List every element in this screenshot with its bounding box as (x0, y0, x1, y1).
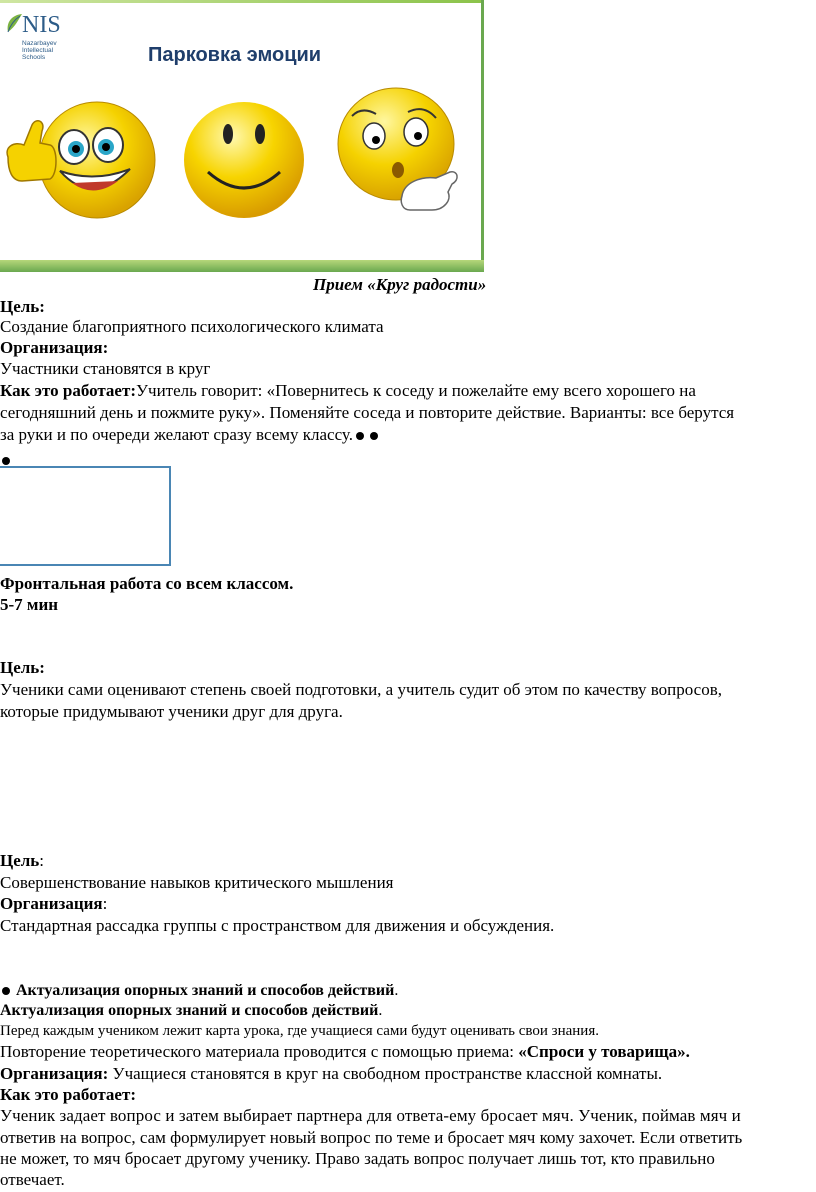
bullet-dot-icon (356, 432, 364, 440)
how-2-text-2: ответив на вопрос, сам формулирует новый вопрос по теме и бросает мяч кому захочет. Если ответить (0, 1128, 743, 1147)
slide-bottom-border (0, 260, 484, 272)
org-4-label: Организация: (0, 1064, 109, 1083)
how-2-text-3: не может, то мяч бросает другому ученику. Право задать вопрос получает лишь тот, кто правильно (0, 1149, 715, 1168)
frontal-work-text: Фронтальная работа со всем классом. (0, 574, 294, 593)
goal-2-text-2: которые придумывают ученики друг для друга. (0, 702, 343, 721)
goal-label: Цель: (0, 297, 45, 316)
how-it-works-text-3: за руки и по очереди желают сразу всему классу. (0, 425, 353, 444)
organization-label: Организация: (0, 338, 109, 357)
bullet-dot-icon (2, 987, 10, 995)
org-4-text: Учащиеся становятся в круг на свободном пространстве классной комнаты. (108, 1064, 663, 1083)
organization-text: Участники становятся в круг (0, 359, 211, 378)
how-it-works-label: Как это работает: (0, 381, 136, 400)
how-it-works-line-3 (0, 424, 378, 445)
smiling-face-icon (178, 98, 310, 224)
goal-3-label-line (0, 850, 44, 871)
goal-2-label: Цель: (0, 658, 45, 677)
actualization-bullet-text: Актуализация опорных знаний и способов действий (16, 982, 395, 999)
slide-top-border (0, 0, 484, 3)
org-4-line (0, 1063, 662, 1084)
org-3-label: Организация (0, 894, 103, 913)
how-2-text-4: отвечает. (0, 1170, 65, 1189)
lesson-card-text: Перед каждым учеником лежит карта урока, где учащиеся сами будут оценивать свои знания. (0, 1023, 599, 1039)
nis-logo-subtitle: Nazarbayev Intellectual Schools (22, 40, 57, 61)
how-2-label: Как это работает: (0, 1085, 136, 1104)
goal-3-text: Совершенствование навыков критического мышления (0, 873, 394, 892)
goal-2-text-1: Ученики сами оценивают степень своей подготовки, а учитель судит об этом по качеству вопросов, (0, 680, 722, 699)
how-it-works-line-1 (0, 380, 696, 401)
goal-3-label: Цель (0, 851, 40, 870)
bullet-dot-icon (370, 432, 378, 440)
nis-logo-text: NIS (22, 12, 61, 38)
technique-caption: Прием «Круг радости» (313, 275, 487, 294)
actualization-bullet-dot: . (394, 982, 399, 999)
slide-title: Парковка эмоции (148, 44, 322, 66)
actualization-dot: . (378, 1002, 383, 1019)
repeat-technique: «Спроси у товарища». (518, 1042, 690, 1061)
empty-frame (0, 466, 171, 566)
org-3-colon: : (102, 894, 108, 913)
actualization-bullet-line (0, 980, 398, 1001)
thumbs-up-smiley-icon (2, 95, 167, 225)
nis-leaf-icon (4, 12, 24, 34)
goal-3-colon: : (39, 851, 45, 870)
slide-image (0, 0, 484, 272)
slide-right-border (481, 0, 484, 272)
how-it-works-text-1: Учитель говорит: «Повернитесь к соседу и пожелайте ему всего хорошего на (136, 381, 696, 400)
how-2-text-1: Ученик задает вопрос и затем выбирает партнера для ответа-ему бросает мяч. Ученик, поймав мяч и (0, 1106, 741, 1125)
how-it-works-text-2: сегодняшний день и пожмите руку». Поменяйте соседа и повторите действие. Варианты: все берутся (0, 403, 735, 422)
actualization-line (0, 1000, 382, 1021)
goal-text: Создание благоприятного психологического климата (0, 317, 384, 336)
thinking-face-icon (332, 86, 462, 221)
org-3-label-line (0, 893, 107, 914)
repeat-text: Повторение теоретического материала проводится с помощью приема: (0, 1042, 519, 1061)
org-3-text: Стандартная рассадка группы с пространством для движения и обсуждения. (0, 916, 555, 935)
repeat-line (0, 1041, 690, 1062)
bullet-dot-icon (2, 457, 10, 465)
duration-text: 5-7 мин (0, 595, 59, 614)
actualization-text: Актуализация опорных знаний и способов действий (0, 1002, 379, 1019)
